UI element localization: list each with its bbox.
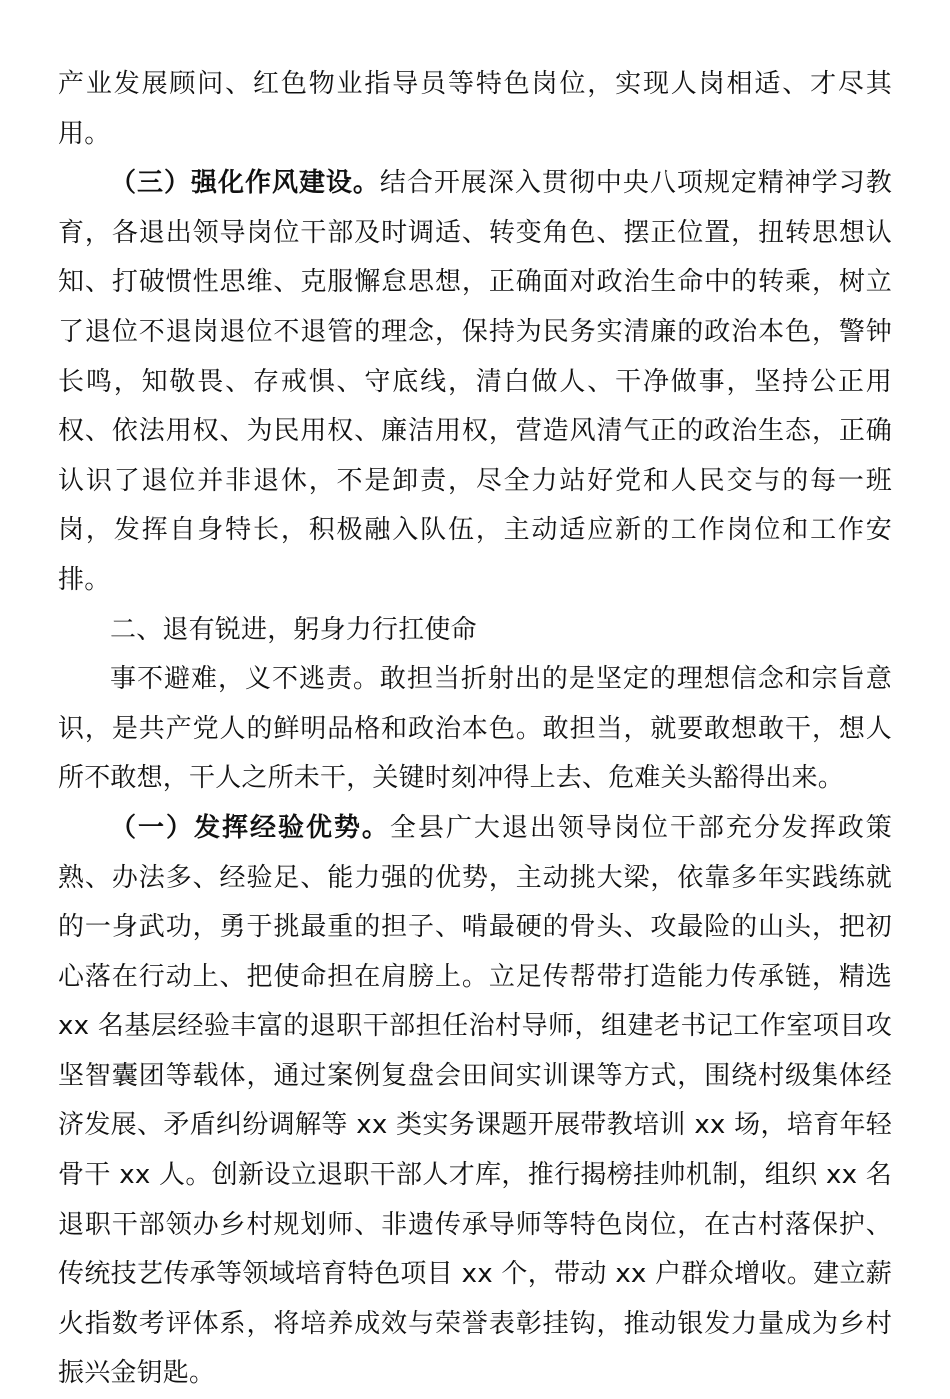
paragraph-text: 结合开展深入贯彻中央八项规定精神学习教育，各退出领导岗位干部及时调适、转变角色、摆正位置，扭转思想认知、打破惯性思维、克服懈怠思想，正确面对政治生命中的转乘，树立了退位不退岗退位不退管的理念，保持为民务实清廉的政治本色，警钟长鸣，知敬畏、存戒惧、守底线，清白做人、干净做事，坚持公正用权、依法用权、为民用权、廉洁用权，营造风清气正的政治生态，正确认识了退位并非退休，不是卸责，尽全力站好党和人民交与的每一班岗，发挥自身特长，积极融入队伍，主动适应新的工作岗位和工作安排。 [58,168,892,595]
paragraph-text: 全县广大退出领导岗位干部充分发挥政策熟、办法多、经验足、能力强的优势，主动挑大梁，依靠多年实践练就的一身武功，勇于挑最重的担子、啃最硬的骨头、攻最险的山头，把初心落在行动上、把使命担在肩膀上。立足传帮带打造能力传承链，精选 xx 名基层经验丰富的退职干部担任治村导师，组建老书记工作室项目攻坚智囊团等载体，通过案例复盘会田间实训课等方式，围绕村级集体经济发展、矛盾纠纷调解等 xx 类实务课题开展带教培训 xx 场，培育年轻骨干 xx 人。创新设立退职干部人才库，推行揭榜挂帅机制，组织 xx 名退职干部领办乡村规划师、非遗传承导师等特色岗位，在古村落保护、传统技艺传承等领域培育特色项目 xx 个，带动 xx 户群众增收。建立薪火指数考评体系，将培养成效与荣誉表彰挂钩，推动银发力量成为乡村振兴金钥匙。 [58,812,892,1389]
paragraph-continuation [58,60,892,159]
paragraph-strengthen-conduct [58,159,892,605]
paragraph-experience-advantage [58,804,892,1399]
paragraph-text: 产业发展顾问、红色物业指导员等特色岗位，实现人岗相适、才尽其用。 [58,69,892,149]
paragraph-heading: （三）强化作风建设。 [110,168,380,199]
paragraph-heading: （一）发挥经验优势。 [110,812,390,843]
paragraph-text: 事不避难，义不逃责。敢担当折射出的是坚定的理想信念和宗旨意识，是共产党人的鲜明品格和政治本色。敢担当，就要敢想敢干，想人所不敢想，干人之所未干，关键时刻冲得上去、危难关头豁得出来。 [58,664,892,794]
section-heading [58,606,892,656]
paragraph-intro [58,655,892,804]
section-heading-text: 二、退有锐进，躬身力行扛使命 [110,614,477,645]
document-page [58,60,892,1399]
